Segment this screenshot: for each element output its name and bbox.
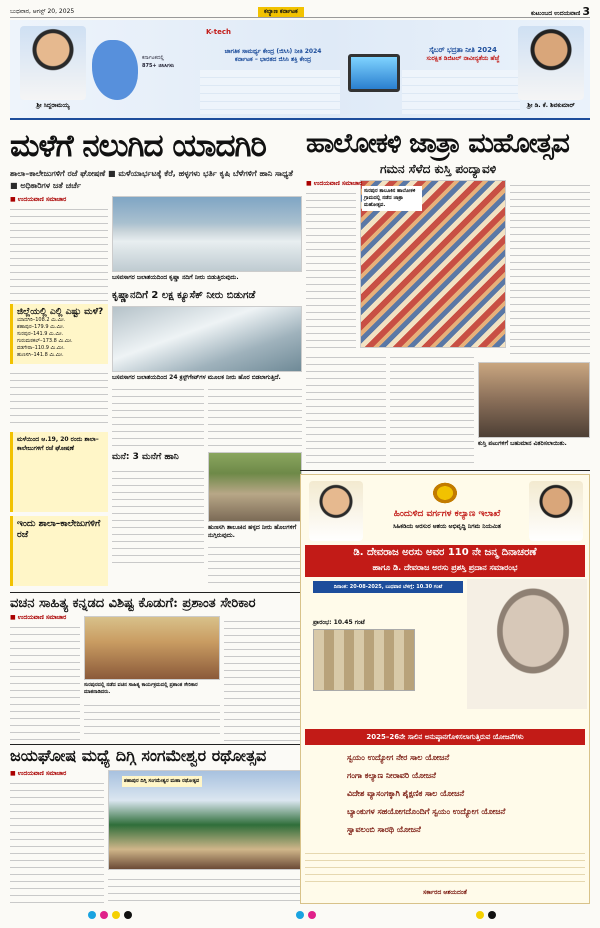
black-mark-icon [488, 911, 496, 919]
rain-holiday-box [10, 516, 108, 586]
story2-byline: ■ ಉದಯವಾಣಿ ಸಮಾಚಾರ [306, 180, 363, 187]
ad-portrait-left [309, 481, 363, 541]
story2-body-col1 [306, 188, 356, 348]
ad-dept: ಹಿಂದುಳಿದ ವರ್ಗಗಳ ಕಲ್ಯಾಣ ಇಲಾಖೆ [393, 509, 501, 519]
story4-body-col2 [108, 874, 302, 904]
brand-name: ಉದಯವಾಣಿ [554, 10, 581, 17]
story2-photo-caption: ಕುಸ್ತಿ ಪಟುಗಳಿಗೆ ಬಹುಮಾನ ವಿತರಿಸಲಾಯಿತು. [478, 440, 567, 447]
yellow-mark-icon [476, 911, 484, 919]
laptop-icon [348, 54, 400, 92]
govt-emblem-icon [431, 481, 459, 505]
story3-photo [84, 616, 220, 680]
ad-headline-band [305, 545, 585, 577]
story1-photo2-caption: ಬಸವಸಾಗರ ಜಲಾಶಯದಿಂದ 24 ಕ್ರಸ್ಟ್‌ಗೇಟ್‌ಗಳ ಮೂಲಕ ನೀರು ಹೊರ ಬಿಡಲಾಗುತ್ತಿದೆ. [112, 374, 281, 381]
right-ad-title: ಸೈಬರ್ ಭದ್ರತಾ ನೀತಿ 2024 ಸುರಕ್ಷಿತ ಡಿಜಿಟಲ್ ನಾವೀನ್ಯತೆಯ ಹೆಜ್ಜೆ [426, 46, 500, 62]
story1-headline: ಮಳೆಗೆ ನಲುಗಿದ ಯಾದಗಿರಿ [10, 128, 266, 164]
scheme-item: ಗಂಗಾ ಕಲ್ಯಾಣ ನೀರಾವರಿ ಯೋಜನೆ [347, 771, 436, 780]
story2-photo-wrestle [478, 362, 590, 438]
karnataka-map-icon [92, 40, 138, 100]
rain-stat-line: ಗುರುಮಠಕಲ್–173.8 ಮಿ.ಮೀ. [17, 338, 73, 344]
ad-fineprint [305, 847, 585, 887]
edition-label: ಕಲ್ಯಾಣ ಕರ್ನಾಟಕ [258, 7, 304, 17]
date-line: ಬುಧವಾರ, ಆಗಸ್ಟ್ 20, 2025 [10, 8, 75, 15]
rain-stats-title: ಜಿಲ್ಲೆಯಲ್ಲಿ ಎಲ್ಲಿ ಎಷ್ಟು ಮಳೆ? [17, 307, 104, 317]
story1-subhead: ಶಾಲಾ–ಕಾಲೇಜುಗಳಿಗೆ ರಜೆ ಘೋಷಣೆ ■ ಮಳೆಯಾರ್ಭಟಕ್ಕೆ ಕೆರೆ, ಹಳ್ಳಗಳು ಭರ್ತಿ ಕೃಷಿ ಬೆಳೆಗಳಿಗೆ ಹಾನಿ ಸಾಧ್ಯತೆ ■ ಅಧಿಕಾರಿಗಳ ಜತೆ ಚರ್ಚೆ [10, 169, 293, 190]
page-number: 3 [582, 5, 590, 18]
top-advertisement [10, 20, 590, 120]
story1-body-col3b [208, 542, 302, 588]
school-holiday-note: ಮಳೆಯಿಂದ ಆ.19, 20 ರಂದು ಶಾಲಾ–ಕಾಲೇಜುಗಳಿಗೆ ರಜೆ ಘೋಷಣೆ [10, 432, 108, 512]
story1-photo-flood [208, 452, 302, 522]
story2-body-col2b [390, 352, 474, 466]
section-rule [10, 744, 302, 745]
left-ad-text [200, 70, 340, 114]
yellow-mark-icon [112, 911, 120, 919]
brand-label: K-tech [206, 28, 231, 36]
ad-year-title: 2025–26ನೇ ಸಾಲಿನ ಅನುಷ್ಠಾನಗೊಳಿಸಲಾಗುತ್ತಿರುವ ಯೋಜನೆಗಳು [305, 729, 585, 745]
story1-byline: ■ ಉದಯವಾಣಿ ಸಮಾಚಾರ [10, 196, 67, 203]
scheme-item: ವಿದೇಶ ವ್ಯಾಸಂಗಕ್ಕಾಗಿ ಶೈಕ್ಷಣಿಕ ಸಾಲ ಯೋಜನೆ [347, 789, 465, 798]
rain-stat-line: ಯಾದಗಿರಿ–108.2 ಮಿ.ಮೀ. [17, 317, 66, 323]
story3-body-col1 [10, 622, 80, 740]
story2-body-col1b [306, 352, 386, 466]
story3-headline: ವಚನ ಸಾಹಿತ್ಯ ಕನ್ನಡದ ವಿಶಿಷ್ಟ ಕೊಡುಗೆ: ಪ್ರಶಾಂತ ಸೇರಿಕಾರ [10, 596, 256, 611]
scheme-item: ಸ್ವಯಂ ಉದ್ಯೋಗ ನೇರ ಸಾಲ ಯೋಜನೆ [347, 753, 450, 762]
story1-body-col2 [112, 384, 204, 448]
rain-stat-line: ವಡಗೇರಾ–110.9 ಮಿ.ಮೀ. [17, 345, 65, 351]
rain-stat-line: ಶಹಾಪುರ–179.9 ಮಿ.ಮೀ. [17, 324, 65, 330]
portrait-left-caption: ಶ್ರೀ ಸಿದ್ದರಾಮಯ್ಯ [36, 102, 70, 109]
brand-small: ಕುಟುಂಬದ [531, 10, 553, 17]
magenta-mark-icon [100, 911, 108, 919]
story1-body-col1b [10, 368, 108, 428]
karnataka-stat: ಕರ್ನಾಟಕದಲ್ಲಿ 875+ ಜಿಸಿಸಿಗಳು [142, 55, 175, 69]
print-registration-strip [10, 908, 590, 922]
ad-portrait-arasu [467, 579, 587, 709]
story1-body-col2b [112, 466, 204, 566]
ad-footer: ಸರ್ಕಾರದ ಆಶಯದಂತೆ [423, 889, 467, 896]
ad-event-line: ದಿನಾಂಕ: 20-08-2025, ಬುಧವಾರ ಬೆಳಗ್ಗೆ: 10.30 ಗಂಟೆ [313, 581, 463, 593]
section-rule [10, 592, 302, 593]
right-ad-text [402, 70, 520, 114]
ad-headline-2: ಹಾಗೂ ಡಿ. ದೇವರಾಜ ಅರಸು ಪ್ರಶಸ್ತಿ ಪ್ರದಾನ ಸಮಾರಂಭ [372, 563, 518, 572]
story4-byline: ■ ಉದಯವಾಣಿ ಸಮಾಚಾರ [10, 770, 67, 777]
govt-advertisement [300, 474, 590, 904]
story1-photo-dam [112, 196, 302, 272]
cyan-mark-icon [296, 911, 304, 919]
ad-portrait-right [529, 481, 583, 541]
story1-body-col3 [208, 384, 302, 448]
brand [531, 6, 590, 20]
rain-stat-line: ಸುರಪುರ–141.9 ಮಿ.ಮೀ. [17, 331, 64, 337]
story3-byline: ■ ಉದಯವಾಣಿ ಸಮಾಚಾರ [10, 614, 67, 621]
story2-headline: ಹಾಲೋಕಳಿ ಜಾತ್ರಾ ಮಹೋತ್ಸವ [306, 128, 569, 159]
story1-photo-caption: ಬಸವಸಾಗರ ಜಲಾಶಯದಿಂದ ಕೃಷ್ಣಾ ನದಿಗೆ ನೀರು ಬಿಡುತ್ತಿರುವುದು. [112, 274, 239, 281]
portrait-left [20, 26, 86, 100]
black-mark-icon [124, 911, 132, 919]
portrait-right [518, 26, 584, 100]
ad-event-photo [313, 629, 415, 691]
left-ad-title: ಜಾಗತಿಕ ಸಾಮರ್ಥ್ಯ ಕೇಂದ್ರ (ಜಿಸಿಸಿ) ನೀತಿ 2024 ಕರ್ನಾಟಕ – ಭಾರತದ ಜಿಸಿಸಿ ಶಕ್ತಿ ಕೇಂದ್ರ [224, 48, 322, 63]
story1-body-col1 [10, 204, 108, 302]
ad-time-line: ಪ್ರಾರಂಭ: 10.45 ಗಂಟೆ [313, 619, 365, 626]
portrait-right-caption: ಶ್ರೀ ಡಿ. ಕೆ. ಶಿವಕುಮಾರ್ [527, 102, 575, 109]
story1-photo-river [112, 306, 302, 372]
ad-headline-1: ಡಿ. ದೇವರಾಜ ಅರಸು ಅವರ 110 ನೇ ಜನ್ಮ ದಿನಾಚರಣೆ [353, 547, 537, 558]
scheme-item: ಬ್ಯಾಂಕುಗಳ ಸಹಯೋಗದೊಂದಿಗೆ ಸ್ವಯಂ ಉದ್ಯೋಗ ಯೋಜನೆ [347, 807, 506, 816]
rain-stats-box [10, 304, 108, 364]
story2-body-col3 [510, 180, 590, 360]
story4-headline: ಜಯಘೋಷ ಮಧ್ಯೆ ದಿಗ್ಗಿ ಸಂಗಮೇಶ್ವರ ರಥೋತ್ಸವ [10, 746, 267, 765]
story1-subhead2: ಕೃಷ್ಣಾನದಿಗೆ 2 ಲಕ್ಷ ಕ್ಯೂಸೆಕ್ ನೀರು ಬಿಡುಗಡೆ [112, 290, 256, 301]
magenta-mark-icon [308, 911, 316, 919]
story1-flood-caption: ಹುಣಸಗಿ ತಾಲೂಕಿನ ಹಳ್ಳದ ನೀರು ಹೊಲಗಳಿಗೆ ನುಗ್ಗಿರುವುದು. [208, 524, 297, 539]
rain-stat-line: ಹುಣಸಗಿ–141.8 ಮಿ.ಮೀ. [17, 352, 64, 358]
story1-loss-head: ಮನೆ: 3 ಮನೆಗೆ ಹಾನಿ [112, 452, 179, 462]
section-rule [300, 470, 590, 471]
story2-subhead: ಗಮನ ಸೆಳೆದ ಕುಸ್ತಿ ಪಂದ್ಯಾವಳಿ [380, 162, 497, 176]
story4-callout: ಶಹಾಪುರ ದಿಗ್ಗಿ ಸಂಗಮೇಶ್ವರ ಮಹಾ ರಥೋತ್ಸವ [122, 776, 202, 787]
story3-body-col2 [84, 700, 220, 740]
story2-callout: ಸುರಪುರ ತಾಲೂಕಿನ ಹಾಲೋಕಳಿ ಗ್ರಾಮದಲ್ಲಿ ನಡೆದ ಜಾತ್ರಾ ಮಹೋತ್ಸವ. [362, 186, 422, 211]
ad-dept-sub: ಸಿಹಿಕಡಿಯ ಅರಸುರ ಆಶಯ ಅಭಿವೃದ್ಧಿ ನಿಗಮ ನಿಯಮಿತ [393, 523, 501, 530]
story4-body-col1 [10, 778, 104, 904]
scheme-item: ಸ್ವಾವಲಂಬಿ ಸಾರಥಿ ಯೋಜನೆ [347, 825, 421, 834]
cyan-mark-icon [88, 911, 96, 919]
story3-photo-caption: ಸುರಪುರದಲ್ಲಿ ನಡೆದ ವಚನ ಸಾಹಿತ್ಯ ಕಾರ್ಯಕ್ರಮದಲ್ಲಿ ಪ್ರಶಾಂತ ಸೇರಿಕಾರ ಮಾತನಾಡಿದರು. [84, 682, 198, 695]
masthead-strip [10, 6, 590, 18]
rain-holiday-title: ಇಂದು ಶಾಲಾ–ಕಾಲೇಜುಗಳಿಗೆ ರಜೆ [17, 519, 101, 540]
story3-body-col3 [224, 616, 302, 742]
